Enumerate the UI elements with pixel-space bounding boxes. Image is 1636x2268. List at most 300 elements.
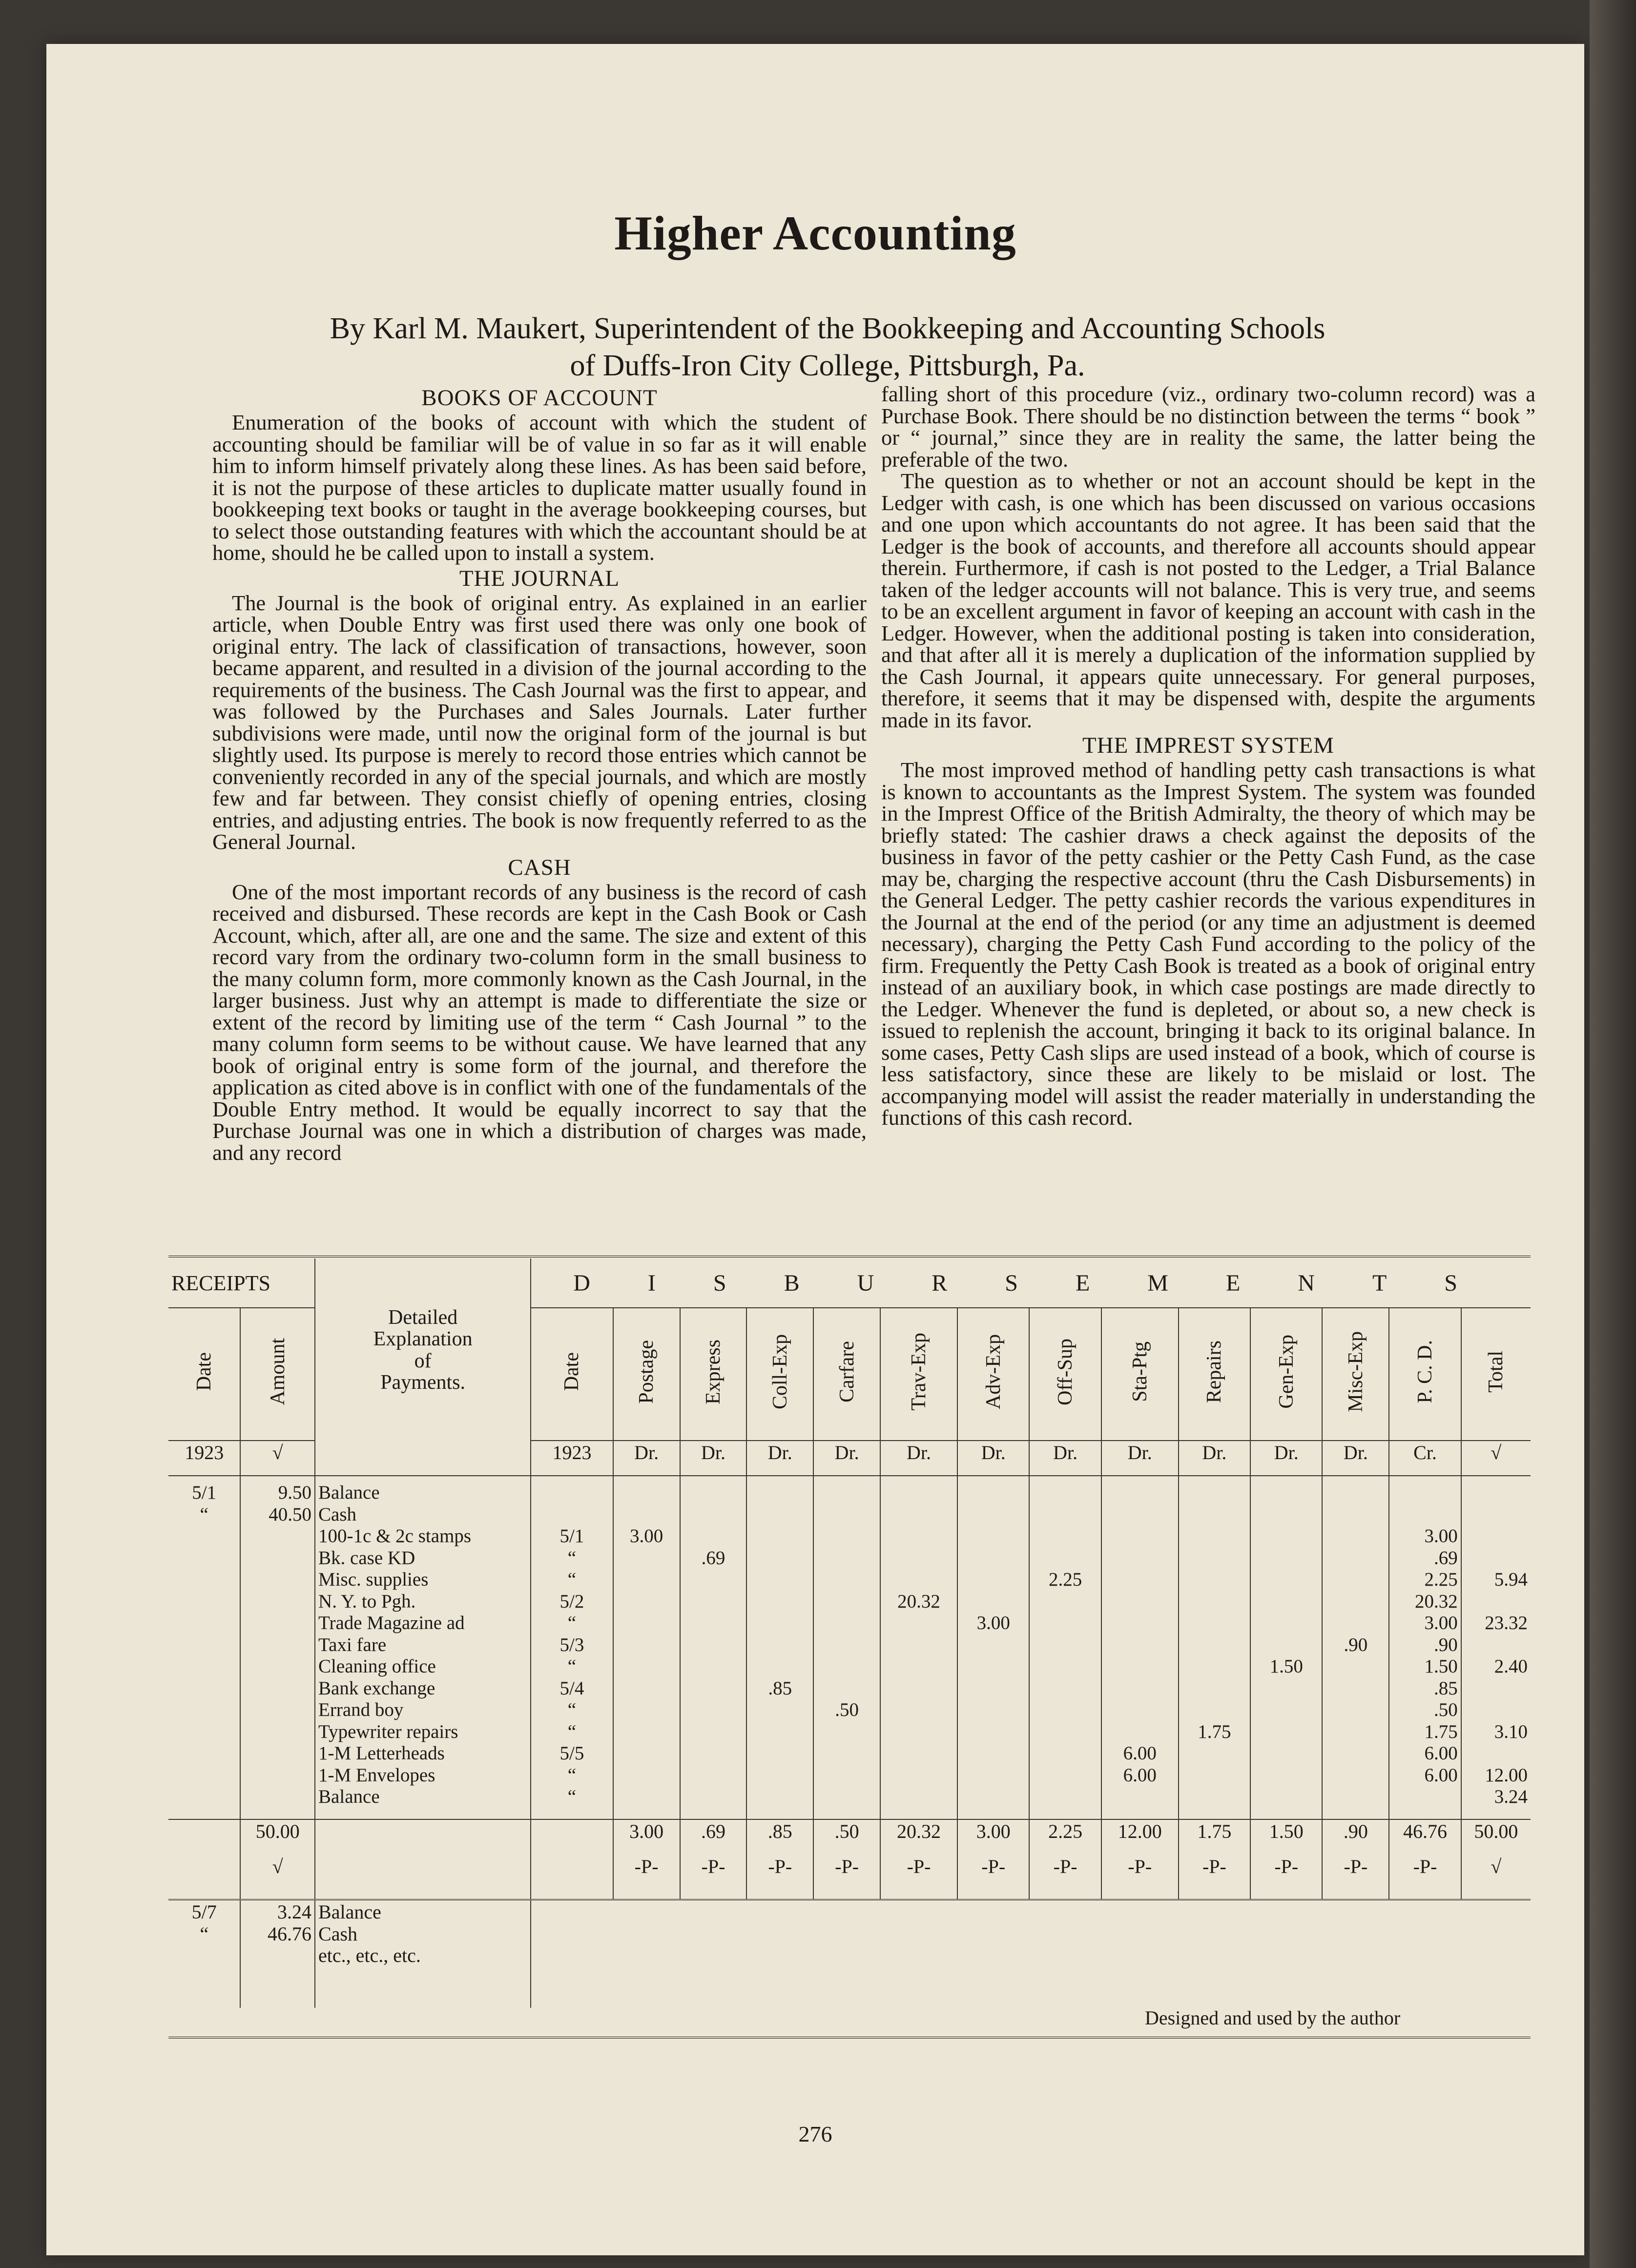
column-total: .50 xyxy=(813,1819,880,1855)
col-express-line xyxy=(683,1526,744,1547)
col-express xyxy=(680,1476,747,1819)
receipt-date xyxy=(168,1476,240,1819)
receipt-date-line: “ xyxy=(200,1504,208,1525)
col-total-line xyxy=(1465,1678,1528,1700)
col-repairs xyxy=(1179,1476,1250,1819)
col-adv-exp-line xyxy=(961,1765,1026,1787)
col-adv-exp-line xyxy=(961,1721,1026,1743)
col-total-line xyxy=(1465,1526,1528,1547)
dr-label: Dr. xyxy=(1101,1441,1179,1476)
col-off-sup-line xyxy=(1033,1634,1098,1656)
col-total-line xyxy=(1465,1591,1528,1613)
section-heading: CASH xyxy=(508,854,571,880)
next-explanation-line: Cash xyxy=(318,1922,358,1945)
col-total-line: 3.10 xyxy=(1494,1721,1528,1742)
receipts-total: 50.00 xyxy=(240,1819,315,1855)
col-repairs-line xyxy=(1182,1743,1247,1765)
col-coll-exp-line xyxy=(750,1547,810,1569)
col-total-line xyxy=(1465,1743,1528,1765)
col-carfare xyxy=(813,1476,880,1819)
col-adv-exp-line xyxy=(961,1482,1026,1504)
col-carfare-line xyxy=(817,1526,877,1547)
disb-year: 1923 xyxy=(531,1441,613,1476)
col-carfare-line xyxy=(817,1482,877,1504)
book-edge xyxy=(1590,0,1636,2268)
col-carfare-line xyxy=(817,1678,877,1700)
byline-line-1: By Karl M. Maukert, Superintendent of the Bookkeeping and Accounting Schools xyxy=(330,312,1325,345)
col-header: Postage xyxy=(613,1308,680,1441)
posted-marker: -P- xyxy=(746,1855,813,1900)
col-gen-exp-line xyxy=(1254,1591,1319,1613)
col-receipt-date: Date xyxy=(193,1352,216,1391)
col-pcd xyxy=(1389,1476,1461,1819)
next-explanation-line: etc., etc., etc. xyxy=(318,1944,421,1966)
col-gen-exp-line xyxy=(1254,1547,1319,1569)
col-postage-line xyxy=(617,1504,677,1526)
explanation-line: Trade Magazine ad xyxy=(318,1612,465,1633)
col-coll-exp xyxy=(746,1476,813,1819)
disb-date-line: “ xyxy=(567,1547,577,1568)
col-adv-exp-line xyxy=(961,1504,1026,1526)
col-gen-exp-line xyxy=(1254,1699,1319,1721)
col-pcd-line: .69 xyxy=(1433,1547,1458,1568)
col-postage-line xyxy=(617,1482,677,1504)
col-misc-exp xyxy=(1322,1476,1389,1819)
explanation-line: 1-M Envelopes xyxy=(318,1764,435,1786)
col-misc-exp-line xyxy=(1325,1482,1386,1504)
col-sta-ptg-line xyxy=(1105,1569,1175,1591)
col-header: Carfare xyxy=(813,1308,880,1441)
explanation-line: Misc. supplies xyxy=(318,1569,429,1590)
col-off-sup-line: 2.25 xyxy=(1048,1569,1082,1590)
section-paragraph: One of the most important records of any business is the record of cash received and disbursed. These records are kept in the Cash Book or Cash Account, which, after all, are one and the same. The size and extent of this record vary from the ordinary two-column form in the small business to the many column form, more commonly known as the Cash Journal, in the larger business. Just why an attempt is made to differentiate the size or extent of the record by limiting use of the term “ Cash Journal ” to the many column form seems to be without cause. We have learned that any book of original entry is some form of the journal, and therefore the application as cited above is in conflict with one of the fundamentals of the Double Entry method. It would be equally incorrect to say that the Purchase Journal was one in which a distribution of charges was made, and any record xyxy=(212,879,867,1165)
col-misc-exp-line xyxy=(1325,1591,1386,1613)
dr-label: Dr. xyxy=(1250,1441,1322,1476)
col-carfare-line xyxy=(817,1786,877,1808)
posted-marker: -P- xyxy=(813,1855,880,1900)
col-trav-exp-line xyxy=(884,1656,954,1678)
col-misc-exp-line xyxy=(1325,1699,1386,1721)
col-postage-line: 3.00 xyxy=(629,1526,663,1546)
col-trav-exp-line xyxy=(884,1634,954,1656)
col-off-sup-line xyxy=(1033,1591,1098,1613)
ledger-entries xyxy=(168,1476,1531,1819)
col-off-sup-line xyxy=(1033,1721,1098,1743)
col-off-sup-line xyxy=(1033,1786,1098,1808)
col-total-line xyxy=(1465,1504,1528,1526)
posted-marker: -P- xyxy=(680,1855,747,1900)
col-off-sup-line xyxy=(1033,1482,1098,1504)
dr-label: Dr. xyxy=(957,1441,1029,1476)
posted-row xyxy=(168,1855,1531,1900)
right-column xyxy=(881,383,1535,1281)
col-trav-exp-line: 20.32 xyxy=(897,1590,940,1612)
col-receipt-amount: Amount xyxy=(266,1338,289,1405)
dr-label: Dr. xyxy=(880,1441,957,1476)
col-carfare-line xyxy=(817,1612,877,1634)
col-header: Total xyxy=(1461,1308,1531,1441)
col-trav-exp-line xyxy=(884,1526,954,1547)
col-postage-line xyxy=(617,1634,677,1656)
column-total: 3.00 xyxy=(613,1819,680,1855)
col-off-sup-line xyxy=(1033,1504,1098,1526)
col-trav-exp-line xyxy=(884,1569,954,1591)
col-adv-exp-line xyxy=(961,1786,1026,1808)
col-trav-exp-line xyxy=(884,1612,954,1634)
col-pcd-line: 3.00 xyxy=(1424,1526,1458,1546)
col-coll-exp-line xyxy=(750,1699,810,1721)
col-coll-exp-line xyxy=(750,1765,810,1787)
col-repairs-line xyxy=(1182,1526,1247,1547)
col-coll-exp-line xyxy=(750,1504,810,1526)
next-date-line: “ xyxy=(200,1922,209,1945)
petty-cash-ledger xyxy=(168,1258,1531,2008)
col-total-line xyxy=(1465,1547,1528,1569)
col-coll-exp-line xyxy=(750,1634,810,1656)
col-pcd-line: .90 xyxy=(1433,1634,1458,1655)
col-postage xyxy=(613,1476,680,1819)
disb-date-line: 5/4 xyxy=(559,1677,584,1699)
col-adv-exp-line xyxy=(961,1678,1026,1700)
totals-row xyxy=(168,1819,1531,1855)
col-sta-ptg xyxy=(1101,1476,1179,1819)
col-coll-exp-line xyxy=(750,1591,810,1613)
disb-date-line: “ xyxy=(567,1569,577,1590)
col-gen-exp-line xyxy=(1254,1504,1319,1526)
col-adv-exp-line xyxy=(961,1569,1026,1591)
col-off-sup-line xyxy=(1033,1765,1098,1787)
dr-label: Dr. xyxy=(613,1441,680,1476)
posted-marker: -P- xyxy=(1322,1855,1389,1900)
col-sta-ptg-line xyxy=(1105,1526,1175,1547)
section-paragraph: falling short of this procedure (viz., ordinary two-column record) was a Purchase Book. There should be no distinction between the terms “ book ” or “ journal,” since they are in reality the same, the latter being the preferable of the two. xyxy=(881,383,1535,472)
col-express-line xyxy=(683,1721,744,1743)
col-off-sup xyxy=(1029,1476,1101,1819)
col-misc-exp-line xyxy=(1325,1721,1386,1743)
explanation-line: Taxi fare xyxy=(318,1634,387,1655)
section-heading: THE IMPREST SYSTEM xyxy=(1082,733,1334,758)
next-period-row xyxy=(168,1900,1531,2008)
col-postage-line xyxy=(617,1786,677,1808)
explanation-line: Errand boy xyxy=(318,1699,404,1720)
col-gen-exp-line xyxy=(1254,1721,1319,1743)
col-coll-exp-line xyxy=(750,1482,810,1504)
col-header: Gen-Exp xyxy=(1250,1308,1322,1441)
col-express-line xyxy=(683,1591,744,1613)
col-pcd-line: 20.32 xyxy=(1414,1590,1458,1612)
col-total-line: 2.40 xyxy=(1494,1656,1528,1677)
dr-label: Dr. xyxy=(746,1441,813,1476)
col-total-line xyxy=(1465,1699,1528,1721)
col-adv-exp-line xyxy=(961,1591,1026,1613)
disb-date-line: “ xyxy=(567,1721,577,1742)
col-adv-exp-line xyxy=(961,1526,1026,1547)
col-sta-ptg-line xyxy=(1105,1612,1175,1634)
explanation-line: Balance xyxy=(318,1786,380,1807)
col-gen-exp-line xyxy=(1254,1765,1319,1787)
col-header: Misc-Exp xyxy=(1322,1308,1389,1441)
col-repairs-line xyxy=(1182,1656,1247,1678)
col-total xyxy=(1461,1476,1531,1819)
col-repairs-line xyxy=(1182,1634,1247,1656)
disbursements-header: DISBURSEMENTS xyxy=(531,1258,1531,1308)
disb-date-line: “ xyxy=(567,1612,577,1633)
next-amount-line: 3.24 xyxy=(277,1901,312,1923)
receipts-check: √ xyxy=(240,1855,315,1900)
col-off-sup-line xyxy=(1033,1678,1098,1700)
col-gen-exp-line xyxy=(1254,1786,1319,1808)
col-pcd-line: 2.25 xyxy=(1424,1569,1458,1590)
col-sta-ptg-line: 6.00 xyxy=(1123,1743,1157,1764)
col-repairs-line xyxy=(1182,1547,1247,1569)
posted-marker: -P- xyxy=(1389,1855,1461,1900)
col-repairs-line xyxy=(1182,1612,1247,1634)
col-repairs-line xyxy=(1182,1786,1247,1808)
explanation-line: Bk. case KD xyxy=(318,1547,415,1568)
col-repairs-line xyxy=(1182,1504,1247,1526)
next-explanation xyxy=(315,1900,531,2008)
col-express-line xyxy=(683,1678,744,1700)
col-express-line xyxy=(683,1699,744,1721)
col-total-line xyxy=(1465,1482,1528,1504)
col-express-line xyxy=(683,1786,744,1808)
byline-line-2: of Duffs-Iron City College, Pittsburgh, Pa. xyxy=(570,349,1085,382)
col-postage-line xyxy=(617,1765,677,1787)
col-pcd-line xyxy=(1392,1482,1457,1504)
col-misc-exp-line xyxy=(1325,1765,1386,1787)
col-carfare-line xyxy=(817,1591,877,1613)
explanation-line: Cleaning office xyxy=(318,1656,436,1677)
col-off-sup-line xyxy=(1033,1743,1098,1765)
col-repairs-line xyxy=(1182,1482,1247,1504)
column-total: 2.25 xyxy=(1029,1819,1101,1855)
check-mark: √ xyxy=(1461,1441,1531,1476)
section-heading: BOOKS OF ACCOUNT xyxy=(421,385,658,411)
col-trav-exp-line xyxy=(884,1504,954,1526)
table-bottom-rule xyxy=(168,2037,1531,2039)
col-postage-line xyxy=(617,1699,677,1721)
col-coll-exp-line xyxy=(750,1612,810,1634)
disb-date-line: 5/3 xyxy=(559,1634,584,1655)
col-misc-exp-line xyxy=(1325,1786,1386,1808)
cr-label: Cr. xyxy=(1389,1441,1461,1476)
col-adv-exp xyxy=(957,1476,1029,1819)
explanation-line: 1-M Letterheads xyxy=(318,1743,445,1764)
col-sta-ptg-line xyxy=(1105,1591,1175,1613)
col-pcd-line: 1.50 xyxy=(1424,1656,1458,1677)
column-total: .85 xyxy=(746,1819,813,1855)
column-total: 1.50 xyxy=(1250,1819,1322,1855)
disb-date-line: “ xyxy=(567,1699,577,1720)
table-top-rule xyxy=(168,1256,1531,1258)
col-pcd-line: .50 xyxy=(1433,1699,1458,1720)
col-misc-exp-line xyxy=(1325,1547,1386,1569)
posted-marker: -P- xyxy=(1179,1855,1250,1900)
col-total-line: 12.00 xyxy=(1485,1764,1528,1786)
col-misc-exp-line xyxy=(1325,1656,1386,1678)
col-express-line xyxy=(683,1765,744,1787)
col-express-line xyxy=(683,1612,744,1634)
col-repairs-line xyxy=(1182,1569,1247,1591)
section-paragraph: Enumeration of the books of account with which the student of accounting should be familiar will be of value in so far as it will enable him to inform himself privately along these lines. As has been said before, it is not the purpose of these articles to duplicate matter usually found in bookkeeping text books or taught in the average bookkeeping courses, but to select those outstanding features with which the accountant should be at home, should he be called upon to install a system. xyxy=(212,410,867,565)
col-header: Date xyxy=(531,1308,613,1441)
col-sta-ptg-line xyxy=(1105,1547,1175,1569)
col-carfare-line xyxy=(817,1721,877,1743)
next-amount-line: 46.76 xyxy=(268,1922,312,1945)
col-trav-exp xyxy=(880,1476,957,1819)
col-sta-ptg-line xyxy=(1105,1634,1175,1656)
col-repairs-line xyxy=(1182,1591,1247,1613)
disb-date-line xyxy=(534,1504,609,1526)
col-trav-exp-line xyxy=(884,1547,954,1569)
col-total-line xyxy=(1465,1634,1528,1656)
col-gen-exp xyxy=(1250,1476,1322,1819)
col-gen-exp-line xyxy=(1254,1678,1319,1700)
col-adv-exp-line xyxy=(961,1634,1026,1656)
posted-marker: -P- xyxy=(1101,1855,1179,1900)
col-carfare-line xyxy=(817,1634,877,1656)
disb-date-line: “ xyxy=(567,1656,577,1677)
column-total: 20.32 xyxy=(880,1819,957,1855)
col-coll-exp-line xyxy=(750,1526,810,1547)
col-carfare-line xyxy=(817,1765,877,1787)
col-express-line xyxy=(683,1634,744,1656)
col-sta-ptg-line xyxy=(1105,1504,1175,1526)
col-header: P. C. D. xyxy=(1389,1308,1461,1441)
year-row: 1923 √ 1923 Dr. Dr. Dr. Dr. Dr. Dr. Dr. Dr. Dr. Dr. Dr. Cr. √ xyxy=(168,1441,1531,1476)
disb-date-line: “ xyxy=(567,1764,577,1786)
total-check: √ xyxy=(1461,1855,1531,1900)
disb-date-line: 5/1 xyxy=(559,1526,584,1546)
explanation-line: N. Y. to Pgh. xyxy=(318,1590,416,1612)
column-total: 50.00 xyxy=(1461,1819,1531,1855)
next-date xyxy=(168,1900,240,2008)
article-byline xyxy=(193,310,1462,384)
col-gen-exp-line xyxy=(1254,1482,1319,1504)
col-postage-line xyxy=(617,1721,677,1743)
col-misc-exp-line xyxy=(1325,1612,1386,1634)
col-misc-exp-line xyxy=(1325,1678,1386,1700)
section-paragraph: The Journal is the book of original entry. As explained in an earlier article, when Double Entry was first used there was only one book of original entry. The lack of classification of transactions, however, soon became apparent, and resulted in a division of the journal according to the requirements of the business. The Cash Journal was the first to appear, and was followed by the Purchases and Sales Journals. Later further subdivisions were made, until now the original form of the journal is but slightly used. Its purpose is merely to record those entries which cannot be conveniently recorded in any of the special journals, and which are mostly few and far between. They consist chiefly of opening entries, closing entries, and adjusting entries. The book is now frequently referred to as the General Journal. xyxy=(212,590,867,854)
col-header: Repairs xyxy=(1179,1308,1250,1441)
col-coll-exp-line: .85 xyxy=(768,1677,792,1699)
col-header: Sta-Ptg xyxy=(1101,1308,1179,1441)
disb-date-line: “ xyxy=(567,1786,577,1807)
col-postage-line xyxy=(617,1591,677,1613)
receipt-amount-line: 40.50 xyxy=(269,1504,312,1525)
col-coll-exp-line xyxy=(750,1656,810,1678)
col-total-line: 23.32 xyxy=(1485,1612,1528,1633)
receipts-header: RECEIPTS xyxy=(168,1258,315,1308)
next-amount xyxy=(240,1900,315,2008)
col-coll-exp-line xyxy=(750,1721,810,1743)
col-pcd-line: 6.00 xyxy=(1424,1743,1458,1764)
col-postage-line xyxy=(617,1612,677,1634)
col-coll-exp-line xyxy=(750,1569,810,1591)
col-total-line: 3.24 xyxy=(1494,1786,1528,1807)
col-total-line: 5.94 xyxy=(1494,1569,1528,1590)
receipt-amount-line: 9.50 xyxy=(278,1482,312,1503)
page-number: 276 xyxy=(798,2122,832,2146)
article-title: Higher Accounting xyxy=(614,206,1016,260)
col-postage-line xyxy=(617,1678,677,1700)
col-pcd-line: 6.00 xyxy=(1424,1764,1458,1786)
col-repairs-line xyxy=(1182,1765,1247,1787)
col-sta-ptg-line xyxy=(1105,1721,1175,1743)
col-misc-exp-line xyxy=(1325,1526,1386,1547)
col-carfare-line xyxy=(817,1569,877,1591)
col-misc-exp-line xyxy=(1325,1504,1386,1526)
col-express-line: .69 xyxy=(701,1547,725,1568)
receipt-date-line: 5/1 xyxy=(192,1482,217,1503)
col-postage-line xyxy=(617,1743,677,1765)
col-off-sup-line xyxy=(1033,1612,1098,1634)
col-gen-exp-line xyxy=(1254,1526,1319,1547)
col-header: Adv-Exp xyxy=(957,1308,1029,1441)
dr-label: Dr. xyxy=(1179,1441,1250,1476)
col-coll-exp-line xyxy=(750,1786,810,1808)
section-paragraph: The most improved method of handling petty cash transactions is what is known to accountants as the Imprest System. The system was founded in the Imprest Office of the British Admiralty, the theory of which may be briefly stated: The cashier draws a check against the deposits of the business in favor of the petty cashier or the Petty Cash Fund, as the case may be, charging the respective account (thru the Cash Disbursements) in the General Ledger. The petty cashier records the various expenditures in the Journal at the end of the period (or any time an adjustment is deemed necessary), charging the Petty Cash Fund according to the policy of the firm. Frequently the Petty Cash Book is treated as a book of original entry instead of an auxiliary book, in which case postings are made directly to the Ledger. Whenever the fund is depleted, or about so, a new check is issued to replenish the account, bringing it back to its original balance. In some cases, Petty Cash slips are used instead of a book, which of course is less satisfactory, since these are likely to be mislaid or lost. The accompanying model will assist the reader materially in understanding the functions of this cash record. xyxy=(881,758,1535,1130)
posted-marker: -P- xyxy=(1029,1855,1101,1900)
table-credit: Designed and used by the author xyxy=(1145,2007,1401,2029)
column-total: 46.76 xyxy=(1389,1819,1461,1855)
col-express-line xyxy=(683,1569,744,1591)
col-sta-ptg-line xyxy=(1105,1786,1175,1808)
dr-label: Dr. xyxy=(1322,1441,1389,1476)
explanation-line: Typewriter repairs xyxy=(318,1721,458,1742)
col-postage-line xyxy=(617,1547,677,1569)
col-sta-ptg-line xyxy=(1105,1482,1175,1504)
column-total: 12.00 xyxy=(1101,1819,1179,1855)
next-disbursements-blank xyxy=(531,1900,1531,2008)
col-carfare-line: .50 xyxy=(835,1699,859,1720)
col-off-sup-line xyxy=(1033,1547,1098,1569)
disb-date-line xyxy=(534,1482,609,1504)
col-sta-ptg-line xyxy=(1105,1656,1175,1678)
col-sta-ptg-line: 6.00 xyxy=(1123,1764,1157,1786)
col-gen-exp-line xyxy=(1254,1569,1319,1591)
col-trav-exp-line xyxy=(884,1786,954,1808)
column-total: .90 xyxy=(1322,1819,1389,1855)
col-misc-exp-line: .90 xyxy=(1344,1634,1368,1655)
col-gen-exp-line xyxy=(1254,1743,1319,1765)
col-header: Trav-Exp xyxy=(880,1308,957,1441)
col-sta-ptg-line xyxy=(1105,1678,1175,1700)
col-trav-exp-line xyxy=(884,1678,954,1700)
col-off-sup-line xyxy=(1033,1699,1098,1721)
col-carfare-line xyxy=(817,1743,877,1765)
col-trav-exp-line xyxy=(884,1699,954,1721)
col-express-line xyxy=(683,1504,744,1526)
left-column xyxy=(212,383,867,1281)
posted-marker: -P- xyxy=(957,1855,1029,1900)
explanation-line: Cash xyxy=(318,1504,357,1525)
section-heading: THE JOURNAL xyxy=(459,565,620,591)
col-pcd-line: 3.00 xyxy=(1424,1612,1458,1633)
col-pcd-line xyxy=(1392,1786,1457,1808)
col-repairs-line xyxy=(1182,1678,1247,1700)
explanation-line: 100-1c & 2c stamps xyxy=(318,1526,472,1546)
col-header: Express xyxy=(680,1308,747,1441)
col-misc-exp-line xyxy=(1325,1569,1386,1591)
column-total: 3.00 xyxy=(957,1819,1029,1855)
col-adv-exp-line xyxy=(961,1743,1026,1765)
posted-marker: -P- xyxy=(880,1855,957,1900)
col-repairs-line: 1.75 xyxy=(1198,1721,1231,1742)
col-coll-exp-line xyxy=(750,1743,810,1765)
dr-label: Dr. xyxy=(680,1441,747,1476)
disb-date xyxy=(531,1476,613,1819)
